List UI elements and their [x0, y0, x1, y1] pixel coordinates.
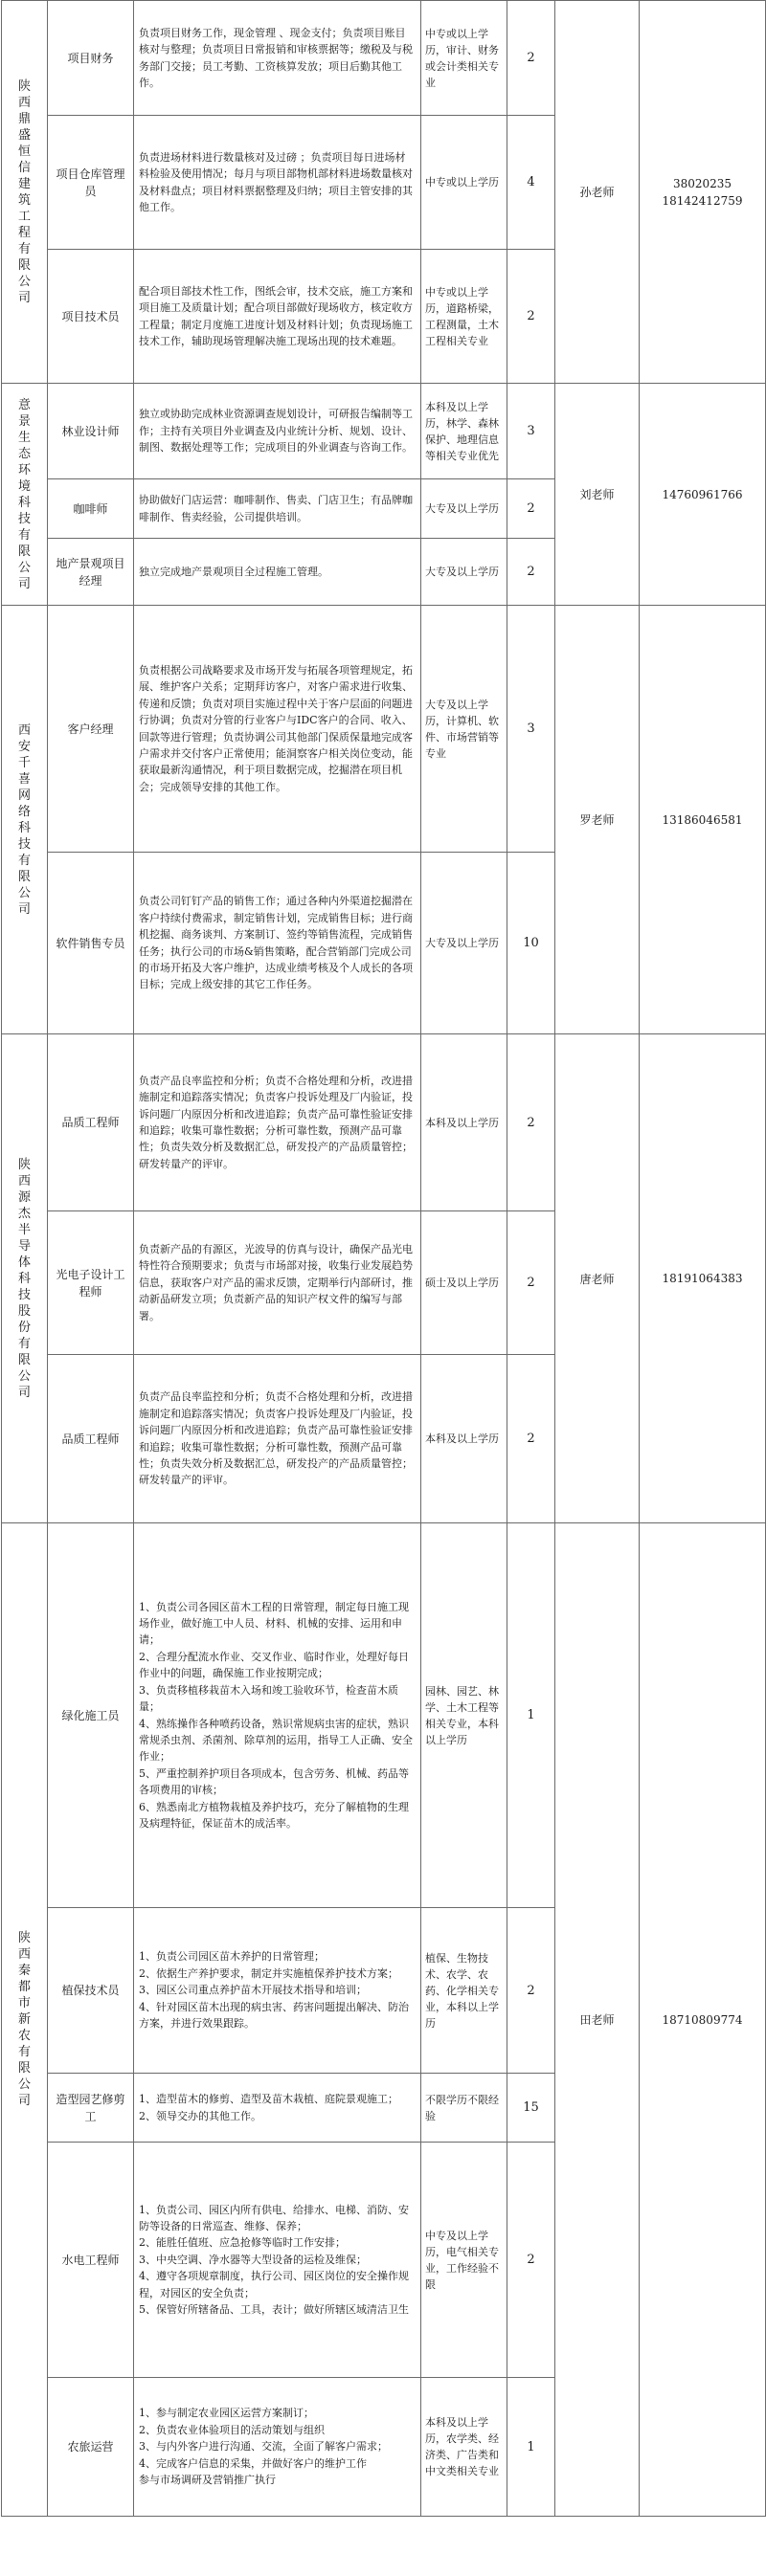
education-requirement: 本科及以上学历 — [421, 1034, 507, 1211]
position-title: 咖啡师 — [48, 479, 134, 539]
education-requirement: 中专或以上学历，道路桥梁，工程测量，土木工程相关专业 — [421, 250, 507, 384]
company-name: 陕西秦都市新农有限公司 — [2, 1523, 48, 2517]
recruitment-table — [1, 0, 766, 2517]
headcount: 15 — [507, 2074, 555, 2143]
education-requirement: 大专及以上学历 — [421, 479, 507, 539]
table-row — [2, 606, 766, 853]
headcount: 2 — [507, 1211, 555, 1355]
headcount: 4 — [507, 116, 555, 250]
education-requirement: 中专及以上学历，电气相关专业，工作经验不限 — [421, 2143, 507, 2378]
duty-description: 负责进场材料进行数量核对及过磅 ；负责项目每日进场材料检验及使用情况；每月与项目部物机部材料进场数量核对及材料盘点；项目材料票据整理及归纳；项目主管安排的其他工作。 — [134, 116, 421, 250]
position-title: 软件销售专员 — [48, 853, 134, 1034]
duty-description: 负责项目财务工作，现金管理 、现金支付；负责项目账目核对与整理；负责项目日常报销和审核票据等；缴税及与税务部门交接；员工考勤、工资核算发放；项目后勤其他工作。 — [134, 1, 421, 116]
position-title: 农旅运营 — [48, 2378, 134, 2517]
duty-description: 协助做好门店运营：咖啡制作、售卖、门店卫生；有品牌咖啡制作、售卖经验，公司提供培训。 — [134, 479, 421, 539]
duty-description: 负责新产品的有源区，光波导的仿真与设计，确保产品光电特性符合预期要求；负责与市场部对接，收集行业发展趋势信息，获取客户对产品的需求反馈，定期举行内部研讨，推动新品研发立项；负责新产品的知识产权文件的编写与部署。 — [134, 1211, 421, 1355]
position-title: 项目仓库管理员 — [48, 116, 134, 250]
company-name: 陕西源杰半导体科技股份有限公司 — [2, 1034, 48, 1523]
contact-person: 刘老师 — [555, 384, 640, 606]
headcount: 3 — [507, 384, 555, 479]
headcount: 2 — [507, 479, 555, 539]
position-title: 植保技术员 — [48, 1908, 134, 2074]
headcount: 2 — [507, 2143, 555, 2378]
position-title: 林业设计师 — [48, 384, 134, 479]
headcount: 2 — [507, 1034, 555, 1211]
headcount: 2 — [507, 1, 555, 116]
headcount: 2 — [507, 1908, 555, 2074]
headcount: 3 — [507, 606, 555, 853]
duty-description: 负责公司钉钉产品的销售工作；通过各种内外渠道挖掘潜在客户持续付费需求，制定销售计划，完成销售目标；进行商机挖掘、商务谈判、方案制订、签约等销售流程，完成销售任务；执行公司的市场&销售策略，配合营销部门完成公司的市场开拓及大客户维护，达成业绩考核及个人成长的各项目标；完成上级安排的其它工作任务。 — [134, 853, 421, 1034]
position-title: 绿化施工员 — [48, 1523, 134, 1908]
education-requirement: 大专及以上学历，计算机、软件、市场营销等专业 — [421, 606, 507, 853]
education-requirement: 中专或以上学历，审计、财务或会计类相关专业 — [421, 1, 507, 116]
contact-phone: 13186046581 — [640, 606, 766, 1034]
duty-description: 1、负责公司园区苗木养护的日常管理； 2、依据生产养护要求，制定并实施植保养护技术方案； 3、园区公司重点养护苗木开展技术指导和培训； 4、针对园区苗木出现的病虫害、药害问题提出解决、防治方案，并进行效果跟踪。 — [134, 1908, 421, 2074]
education-requirement: 不限学历不限经验 — [421, 2074, 507, 2143]
duty-description: 独立完成地产景观项目全过程施工管理。 — [134, 539, 421, 606]
education-requirement: 中专或以上学历 — [421, 116, 507, 250]
headcount: 2 — [507, 250, 555, 384]
education-requirement: 硕士及以上学历 — [421, 1211, 507, 1355]
table-row — [2, 384, 766, 479]
table-row — [2, 1, 766, 116]
education-requirement: 本科及以上学历，林学、森林保护、地理信息等相关专业优先 — [421, 384, 507, 479]
education-requirement: 植保、生物技术、农学、农药、化学相关专业，本科以上学历 — [421, 1908, 507, 2074]
company-name: 意景生态环境科技有限公司 — [2, 384, 48, 606]
duty-description: 1、负责公司各园区苗木工程的日常管理，制定每日施工现场作业，做好施工中人员、材料、机械的安排、运用和申请； 2、合理分配流水作业、交叉作业、临时作业，处理好每日作业中的问题，确保施工作业按期完成； 3、负责移植移栽苗木入场和竣工验收环节，检查苗木质量； 4、熟练操作各种喷药设备，熟识常规病虫害的症状，熟识常规杀虫剂、杀菌剂、除草剂的运用，指导工人正确、安全作业； 5、严重控制养护项目各项成本，包含劳务、机械、药品等各项费用的审核； 6、熟悉南北方植物栽植及养护技巧，充分了解植物的生理及病理特征，保证苗木的成活率。 — [134, 1523, 421, 1908]
contact-phone: 18710809774 — [640, 1523, 766, 2517]
position-title: 地产景观项目经理 — [48, 539, 134, 606]
duty-description: 配合项目部技术性工作，图纸会审，技术交底，施工方案和项目施工及质量计划；配合项目部做好现场收方，核定收方工程量；制定月度施工进度计划及材料计划；负责现场施工技术工作，辅助现场管理解决施工现场出现的技术难题。 — [134, 250, 421, 384]
headcount: 2 — [507, 539, 555, 606]
contact-person: 唐老师 — [555, 1034, 640, 1523]
contact-phone: 38020235 18142412759 — [640, 1, 766, 384]
headcount: 10 — [507, 853, 555, 1034]
education-requirement: 本科及以上学历 — [421, 1355, 507, 1523]
contact-phone: 14760961766 — [640, 384, 766, 606]
duty-description: 1、造型苗木的修剪、造型及苗木栽植、庭院景观施工； 2、领导交办的其他工作。 — [134, 2074, 421, 2143]
education-requirement: 大专及以上学历 — [421, 853, 507, 1034]
education-requirement: 本科及以上学历，农学类、经济类、广告类和中文类相关专业 — [421, 2378, 507, 2517]
headcount: 1 — [507, 2378, 555, 2517]
position-title: 水电工程师 — [48, 2143, 134, 2378]
position-title: 品质工程师 — [48, 1355, 134, 1523]
headcount: 2 — [507, 1355, 555, 1523]
contact-person: 罗老师 — [555, 606, 640, 1034]
position-title: 项目技术员 — [48, 250, 134, 384]
duty-description: 负责产品良率监控和分析；负责不合格处理和分析，改进措施制定和追踪落实情况；负责客户投诉处理及厂内验证，投诉问题厂内原因分析和改进追踪；负责产品可靠性验证安排和追踪；收集可靠性数据；分析可靠性数，预测产品可靠性；负责失效分析及数据汇总，研发投产的产品质量管控；研发转量产的评审。 — [134, 1034, 421, 1211]
education-requirement: 园林、园艺、林学、土木工程等相关专业，本科以上学历 — [421, 1523, 507, 1908]
position-title: 客户经理 — [48, 606, 134, 853]
position-title: 光电子设计工程师 — [48, 1211, 134, 1355]
duty-description: 独立或协助完成林业资源调查规划设计，可研报告编制等工作；主持有关项目外业调查及内业统计分析、规划、设计、制图、数据处理等工作；完成项目的外业调查与咨询工作。 — [134, 384, 421, 479]
position-title: 造型园艺修剪工 — [48, 2074, 134, 2143]
education-requirement: 大专及以上学历 — [421, 539, 507, 606]
table-row — [2, 1523, 766, 1908]
contact-person: 孙老师 — [555, 1, 640, 384]
company-name: 西安千喜网络科技有限公司 — [2, 606, 48, 1034]
duty-description: 负责产品良率监控和分析；负责不合格处理和分析，改进措施制定和追踪落实情况；负责客户投诉处理及厂内验证，投诉问题厂内原因分析和改进追踪；负责产品可靠性验证安排和追踪；收集可靠性数据；分析可靠性数，预测产品可靠性；负责失效分析及数据汇总，研发投产的产品质量管控；研发转量产的评审。 — [134, 1355, 421, 1523]
table-row — [2, 1034, 766, 1211]
position-title: 品质工程师 — [48, 1034, 134, 1211]
position-title: 项目财务 — [48, 1, 134, 116]
contact-person: 田老师 — [555, 1523, 640, 2517]
duty-description: 1、参与制定农业园区运营方案制订； 2、负责农业体验项目的活动策划与组织 3、与内外客户进行沟通、交流，全面了解客户需求； 4、完成客户信息的采集，并做好客户的维护工作 参与市场调研及营销推广执行 — [134, 2378, 421, 2517]
duty-description: 1、负责公司、园区内所有供电、给排水、电梯、消防、安防等设备的日常巡查、维修、保养； 2、能胜任值班、应急抢修等临时工作安排； 3、中央空调、净水器等大型设备的运检及维保； 4、遵守各项规章制度，执行公司、园区岗位的安全操作规程，对园区的安全负责； 5、保管好所辖备品、工具，表计；做好所辖区域清洁卫生 — [134, 2143, 421, 2378]
headcount: 1 — [507, 1523, 555, 1908]
duty-description: 负责根据公司战略要求及市场开发与拓展各项管理规定，拓展、维护客户关系；定期拜访客户，对客户需求进行收集、传递和反馈；负责对项目实施过程中关于客户层面的问题进行协调；负责对分管的行业客户与IDC客户的合同、收入、回款等进行管理；负责协调公司其他部门保质保量地完成客户需求并交付客户正常使用；能洞察客户相关岗位变动，能获取最新沟通情况，利于项目数据完成，挖掘潜在项目机会；完成领导安排的其他工作。 — [134, 606, 421, 853]
company-name: 陕西鼎盛恒信建筑工程有限公司 — [2, 1, 48, 384]
contact-phone: 18191064383 — [640, 1034, 766, 1523]
